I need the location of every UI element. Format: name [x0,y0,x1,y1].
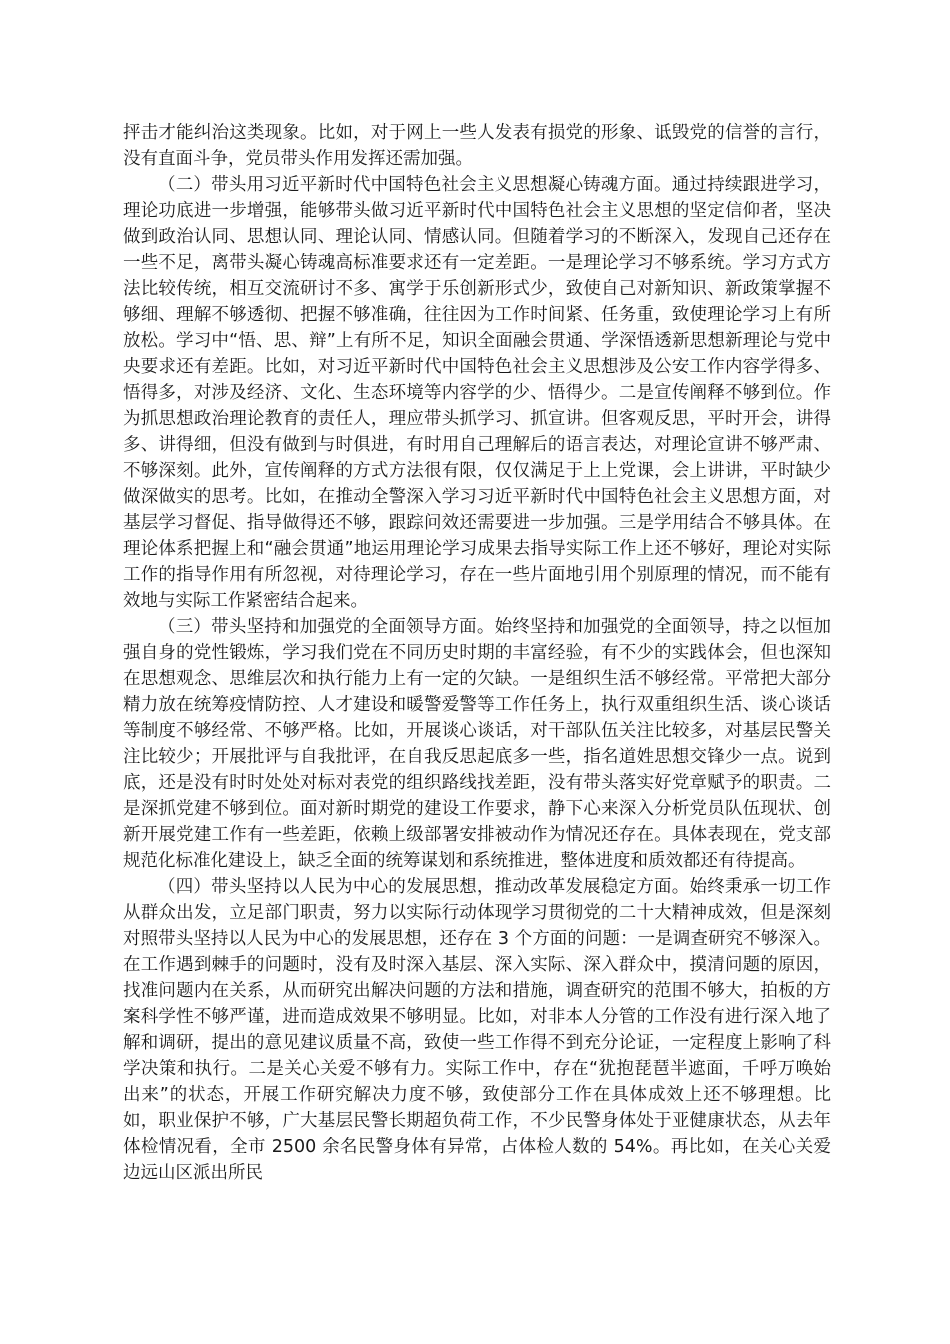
paragraph-section-4: （四）带头坚持以人民为中心的发展思想，推动改革发展稳定方面。始终秉承一切工作从群众出发，立足部门职责，努力以实际行动体现学习贯彻党的二十大精神成效，但是深刻对照带头坚持以人民为中心的发展思想，还存在 3 个方面的问题：一是调查研究不够深入。在工作遇到棘手的问题时，没有及时深入基层、深入实际、深入群众中，摸清问题的原因，找准问题内在关系，从而研究出解决问题的方法和措施，调查研究的范围不够大，拍板的方案科学性不够严谨，进而造成效果不够明显。比如，对非本人分管的工作没有进行深入地了解和调研，提出的意见建议质量不高，致使一些工作得不到充分论证，一定程度上影响了科学决策和执行。二是关心关爱不够有力。实际工作中，存在“犹抱琵琶半遮面，千呼万唤始出来”的状态，开展工作研究解决力度不够，致使部分工作在具体成效上还不够理想。比如，职业保护不够，广大基层民警长期超负荷工作，不少民警身体处于亚健康状态，从去年体检情况看，全市 2500 余名民警身体有异常，占体检人数的 54%。再比如，在关心关爱边远山区派出所民 [123,877,831,1183]
paragraph-section-2: （二）带头用习近平新时代中国特色社会主义思想凝心铸魂方面。通过持续跟进学习，理论功底进一步增强，能够带头做习近平新时代中国特色社会主义思想的坚定信仰者，坚决做到政治认同、思想认同、理论认同、情感认同。但随着学习的不断深入，发现自己还存在一些不足，离带头凝心铸魂高标准要求还有一定差距。一是理论学习不够系统。学习方式方法比较传统，相互交流研讨不多、寓学于乐创新形式少，致使自己对新知识、新政策掌握不够细、理解不够透彻、把握不够准确，往往因为工作时间紧、任务重，致使理论学习上有所放松。学习中“悟、思、辩”上有所不足，知识全面融会贯通、学深悟透新思想新理论与党中央要求还有差距。比如，对习近平新时代中国特色社会主义思想涉及公安工作内容学得多、悟得多，对涉及经济、文化、生态环境等内容学的少、悟得少。二是宣传阐释不够到位。作为抓思想政治理论教育的责任人，理应带头抓学习、抓宣讲。但客观反思，平时开会，讲得多、讲得细，但没有做到与时俱进，有时用自己理解后的语言表达，对理论宣讲不够严肃、不够深刻。此外，宣传阐释的方式方法很有限，仅仅满足于上上党课，会上讲讲，平时缺少做深做实的思考。比如，在推动全警深入学习习近平新时代中国特色社会主义思想方面，对基层学习督促、指导做得还不够，跟踪问效还需要进一步加强。三是学用结合不够具体。在理论体系把握上和“融会贯通”地运用理论学习成果去指导实际工作上还不够好，理论对实际工作的指导作用有所忽视，对待理论学习，存在一些片面地引用个别原理的情况，而不能有效地与实际工作紧密结合起来。 [123,175,831,611]
paragraph-continuation: 抨击才能纠治这类现象。比如，对于网上一些人发表有损党的形象、诋毁党的信誉的言行，没有直面斗争，党员带头作用发挥还需加强。 [123,123,831,169]
paragraph-section-3: （三）带头坚持和加强党的全面领导方面。始终坚持和加强党的全面领导，持之以恒加强自身的党性锻炼，学习我们党在不同历史时期的丰富经验，有不少的实践体会，但也深知在思想观念、思维层次和执行能力上有一定的欠缺。一是组织生活不够经常。平常把大部分精力放在统筹疫情防控、人才建设和暖警爱警等工作任务上，执行双重组织生活、谈心谈话等制度不够经常、不够严格。比如，开展谈心谈话，对干部队伍关注比较多，对基层民警关注比较少；开展批评与自我批评，在自我反思起底多一些，指名道姓思想交锋少一点。说到底，还是没有时时处处对标对表党的组织路线找差距，没有带头落实好党章赋予的职责。二是深抓党建不够到位。面对新时期党的建设工作要求，静下心来深入分析党员队伍现状、创新开展党建工作有一些差距，依赖上级部署安排被动作为情况还存在。具体表现在，党支部规范化标准化建设上，缺乏全面的统筹谋划和系统推进，整体进度和质效都还有待提高。 [123,617,831,871]
document-body [123,120,831,1186]
